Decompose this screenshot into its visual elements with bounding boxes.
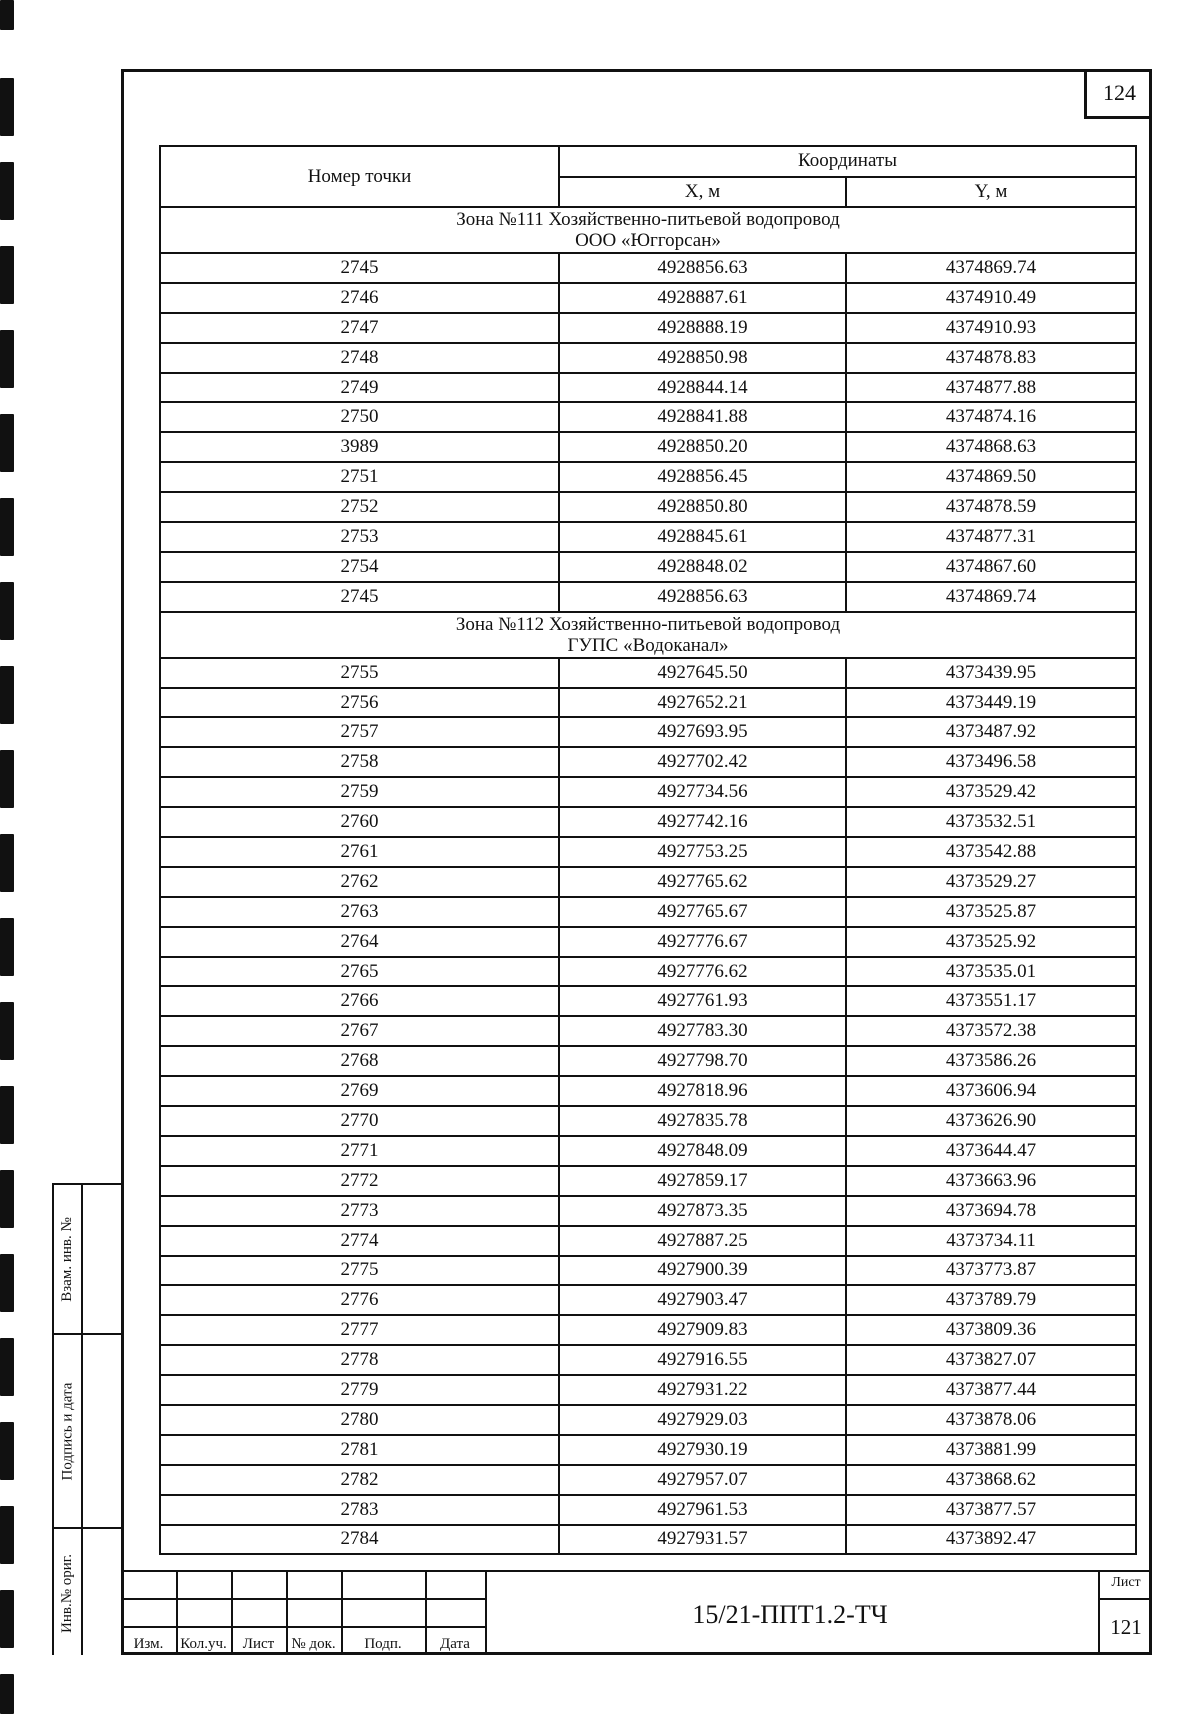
- y-coordinate-cell: 4373532.51: [846, 807, 1136, 837]
- x-coordinate-cell: 4927652.21: [559, 688, 846, 718]
- y-coordinate-cell: 4373487.92: [846, 717, 1136, 747]
- x-coordinate-cell: 4927776.62: [559, 957, 846, 987]
- table-row: [160, 1495, 1136, 1525]
- point-number-cell: 2767: [160, 1016, 559, 1046]
- zone-title: [160, 207, 1136, 253]
- table-row: [160, 1046, 1136, 1076]
- point-number-cell: 2765: [160, 957, 559, 987]
- table-row: [160, 1016, 1136, 1046]
- y-coordinate-cell: 4373572.38: [846, 1016, 1136, 1046]
- x-coordinate-cell: 4927742.16: [559, 807, 846, 837]
- table-row: [160, 552, 1136, 582]
- point-number-cell: 2770: [160, 1106, 559, 1136]
- table-row: [160, 1435, 1136, 1465]
- point-number-cell: 2745: [160, 253, 559, 283]
- x-coordinate-cell: 4927961.53: [559, 1495, 846, 1525]
- x-coordinate-cell: 4928850.80: [559, 492, 846, 522]
- zone-header-row: [160, 207, 1136, 253]
- table-body: [160, 207, 1136, 1554]
- table-row: [160, 313, 1136, 343]
- table-row: [160, 492, 1136, 522]
- y-coordinate-cell: 4373773.87: [846, 1256, 1136, 1286]
- point-number-cell: 2762: [160, 867, 559, 897]
- table-row: [160, 1465, 1136, 1495]
- zone-title: [160, 612, 1136, 658]
- header-x: X, м: [559, 177, 846, 208]
- x-coordinate-cell: 4927765.67: [559, 897, 846, 927]
- zone-title-line1: Зона №111 Хозяйственно-питьевой водопровод: [456, 209, 840, 230]
- table-row: [160, 1166, 1136, 1196]
- table-row: [160, 1136, 1136, 1166]
- side-orig-inv-label: Инв.№ ориг.: [59, 1553, 75, 1633]
- point-number-cell: 2755: [160, 658, 559, 688]
- y-coordinate-cell: 4373525.92: [846, 927, 1136, 957]
- table-row: [160, 717, 1136, 747]
- table-row: [160, 1106, 1136, 1136]
- y-coordinate-cell: 4373827.07: [846, 1345, 1136, 1375]
- x-coordinate-cell: 4927909.83: [559, 1315, 846, 1345]
- y-coordinate-cell: 4373878.06: [846, 1405, 1136, 1435]
- table-row: [160, 1405, 1136, 1435]
- point-number-cell: 2760: [160, 807, 559, 837]
- label-date: Дата: [440, 1636, 470, 1652]
- point-number-cell: 2783: [160, 1495, 559, 1525]
- point-number-cell: 2768: [160, 1046, 559, 1076]
- x-coordinate-cell: 4927798.70: [559, 1046, 846, 1076]
- point-number-cell: 2778: [160, 1345, 559, 1375]
- y-coordinate-cell: 4373449.19: [846, 688, 1136, 718]
- point-number-cell: 2764: [160, 927, 559, 957]
- x-coordinate-cell: 4927873.35: [559, 1196, 846, 1226]
- table-row: [160, 688, 1136, 718]
- x-coordinate-cell: 4927783.30: [559, 1016, 846, 1046]
- y-coordinate-cell: 4374868.63: [846, 432, 1136, 462]
- x-coordinate-cell: 4927859.17: [559, 1166, 846, 1196]
- x-coordinate-cell: 4927929.03: [559, 1405, 846, 1435]
- y-coordinate-cell: 4373529.42: [846, 777, 1136, 807]
- x-coordinate-cell: 4928856.45: [559, 462, 846, 492]
- table-row: [160, 582, 1136, 612]
- x-coordinate-cell: 4927931.57: [559, 1525, 846, 1555]
- y-coordinate-cell: 4373542.88: [846, 837, 1136, 867]
- x-coordinate-cell: 4927818.96: [559, 1076, 846, 1106]
- x-coordinate-cell: 4927903.47: [559, 1285, 846, 1315]
- table-row: [160, 343, 1136, 373]
- header-coordinates: Координаты: [559, 146, 1136, 177]
- point-number-cell: 2749: [160, 373, 559, 403]
- y-coordinate-cell: 4373881.99: [846, 1435, 1136, 1465]
- y-coordinate-cell: 4374878.59: [846, 492, 1136, 522]
- table-row: [160, 658, 1136, 688]
- zone-header-row: [160, 612, 1136, 658]
- y-coordinate-cell: 4374877.31: [846, 522, 1136, 552]
- sheet-cell-line: [1098, 1598, 1152, 1600]
- point-number-cell: 3989: [160, 432, 559, 462]
- sheet-number: 121: [1110, 1615, 1142, 1639]
- x-coordinate-cell: 4928845.61: [559, 522, 846, 552]
- table-row: [160, 522, 1136, 552]
- x-coordinate-cell: 4927776.67: [559, 927, 846, 957]
- table-row: [160, 373, 1136, 403]
- y-coordinate-cell: 4374910.49: [846, 283, 1136, 313]
- label-doc-no: № док.: [291, 1636, 336, 1652]
- point-number-cell: 2745: [160, 582, 559, 612]
- x-coordinate-cell: 4927916.55: [559, 1345, 846, 1375]
- y-coordinate-cell: 4373877.44: [846, 1375, 1136, 1405]
- table-row: [160, 986, 1136, 1016]
- x-coordinate-cell: 4928888.19: [559, 313, 846, 343]
- y-coordinate-cell: 4373586.26: [846, 1046, 1136, 1076]
- y-coordinate-cell: 4373525.87: [846, 897, 1136, 927]
- x-coordinate-cell: 4927835.78: [559, 1106, 846, 1136]
- table-row: [160, 462, 1136, 492]
- y-coordinate-cell: 4373626.90: [846, 1106, 1136, 1136]
- x-coordinate-cell: 4927761.93: [559, 986, 846, 1016]
- x-coordinate-cell: 4927702.42: [559, 747, 846, 777]
- side-stamp: [52, 1183, 121, 1655]
- header-y: Y, м: [846, 177, 1136, 208]
- point-number-cell: 2753: [160, 522, 559, 552]
- table-row: [160, 1375, 1136, 1405]
- table-row: [160, 402, 1136, 432]
- y-coordinate-cell: 4373809.36: [846, 1315, 1136, 1345]
- y-coordinate-cell: 4373789.79: [846, 1285, 1136, 1315]
- zone-title-line2: ГУПС «Водоканал»: [567, 634, 729, 656]
- point-number-cell: 2756: [160, 688, 559, 718]
- point-number-cell: 2776: [160, 1285, 559, 1315]
- title-block-col-line: [485, 1570, 487, 1655]
- header-point-number: Номер точки: [160, 146, 559, 207]
- x-coordinate-cell: 4927900.39: [559, 1256, 846, 1286]
- table-row: [160, 1345, 1136, 1375]
- point-number-cell: 2752: [160, 492, 559, 522]
- point-number-cell: 2757: [160, 717, 559, 747]
- x-coordinate-cell: 4928841.88: [559, 402, 846, 432]
- point-number-cell: 2782: [160, 1465, 559, 1495]
- point-number-cell: 2754: [160, 552, 559, 582]
- y-coordinate-cell: 4374867.60: [846, 552, 1136, 582]
- y-coordinate-cell: 4373644.47: [846, 1136, 1136, 1166]
- point-number-cell: 2781: [160, 1435, 559, 1465]
- coordinates-table: [159, 145, 1137, 1555]
- table-row: [160, 1285, 1136, 1315]
- point-number-cell: 2772: [160, 1166, 559, 1196]
- table-row: [160, 283, 1136, 313]
- y-coordinate-cell: 4373663.96: [846, 1166, 1136, 1196]
- table-row: [160, 897, 1136, 927]
- point-number-cell: 2747: [160, 313, 559, 343]
- y-coordinate-cell: 4373439.95: [846, 658, 1136, 688]
- x-coordinate-cell: 4927734.56: [559, 777, 846, 807]
- x-coordinate-cell: 4927765.62: [559, 867, 846, 897]
- y-coordinate-cell: 4373877.57: [846, 1495, 1136, 1525]
- side-signature-date-label: Подпись и дата: [59, 1382, 76, 1480]
- point-number-cell: 2779: [160, 1375, 559, 1405]
- x-coordinate-cell: 4927957.07: [559, 1465, 846, 1495]
- label-list: Лист: [242, 1636, 275, 1652]
- y-coordinate-cell: 4374869.74: [846, 253, 1136, 283]
- y-coordinate-cell: 4374869.74: [846, 582, 1136, 612]
- point-number-cell: 2769: [160, 1076, 559, 1106]
- table-row: [160, 1525, 1136, 1555]
- point-number-cell: 2784: [160, 1525, 559, 1555]
- document-number: 15/21-ППТ1.2-ТЧ: [692, 1600, 888, 1629]
- y-coordinate-cell: 4374877.88: [846, 373, 1136, 403]
- table-row: [160, 957, 1136, 987]
- y-coordinate-cell: 4373535.01: [846, 957, 1136, 987]
- y-coordinate-cell: 4373892.47: [846, 1525, 1136, 1555]
- y-coordinate-cell: 4373606.94: [846, 1076, 1136, 1106]
- x-coordinate-cell: 4927645.50: [559, 658, 846, 688]
- table-row: [160, 1196, 1136, 1226]
- point-number-cell: 2751: [160, 462, 559, 492]
- x-coordinate-cell: 4927693.95: [559, 717, 846, 747]
- point-number-cell: 2750: [160, 402, 559, 432]
- table-row: [160, 1226, 1136, 1256]
- table-row: [160, 777, 1136, 807]
- x-coordinate-cell: 4928850.20: [559, 432, 846, 462]
- x-coordinate-cell: 4927930.19: [559, 1435, 846, 1465]
- x-coordinate-cell: 4928850.98: [559, 343, 846, 373]
- y-coordinate-cell: 4374878.83: [846, 343, 1136, 373]
- table-row: [160, 807, 1136, 837]
- side-replace-inv-label: Взам. инв. №: [59, 1216, 75, 1302]
- x-coordinate-cell: 4928844.14: [559, 373, 846, 403]
- point-number-cell: 2771: [160, 1136, 559, 1166]
- label-izm: Изм.: [133, 1636, 164, 1652]
- x-coordinate-cell: 4927931.22: [559, 1375, 846, 1405]
- table-row: [160, 432, 1136, 462]
- zone-title-line1: Зона №112 Хозяйственно-питьевой водопровод: [455, 613, 841, 635]
- label-signature: Подп.: [364, 1636, 402, 1652]
- point-number-cell: 2748: [160, 343, 559, 373]
- x-coordinate-cell: 4927887.25: [559, 1226, 846, 1256]
- table-row: [160, 1315, 1136, 1345]
- y-coordinate-cell: 4373694.78: [846, 1196, 1136, 1226]
- y-coordinate-cell: 4373529.27: [846, 867, 1136, 897]
- x-coordinate-cell: 4927753.25: [559, 837, 846, 867]
- table-row: [160, 747, 1136, 777]
- y-coordinate-cell: 4374910.93: [846, 313, 1136, 343]
- table-row: [160, 867, 1136, 897]
- zone-title-line2: ООО «Юггорсан»: [575, 230, 721, 251]
- y-coordinate-cell: 4373551.17: [846, 986, 1136, 1016]
- sheet-label: Лист: [1111, 1575, 1141, 1590]
- page-number: 124: [1084, 69, 1152, 119]
- y-coordinate-cell: 4373496.58: [846, 747, 1136, 777]
- point-number-cell: 2766: [160, 986, 559, 1016]
- table-row: [160, 1076, 1136, 1106]
- y-coordinate-cell: 4373734.11: [846, 1226, 1136, 1256]
- table-row: [160, 927, 1136, 957]
- y-coordinate-cell: 4374874.16: [846, 402, 1136, 432]
- table-row: [160, 1256, 1136, 1286]
- point-number-cell: 2774: [160, 1226, 559, 1256]
- point-number-cell: 2759: [160, 777, 559, 807]
- x-coordinate-cell: 4927848.09: [559, 1136, 846, 1166]
- point-number-cell: 2761: [160, 837, 559, 867]
- x-coordinate-cell: 4928856.63: [559, 582, 846, 612]
- point-number-cell: 2773: [160, 1196, 559, 1226]
- label-kol-uch: Кол.уч.: [180, 1636, 227, 1652]
- point-number-cell: 2746: [160, 283, 559, 313]
- point-number-cell: 2780: [160, 1405, 559, 1435]
- title-block-top-line: [121, 1570, 1152, 1572]
- table-row: [160, 837, 1136, 867]
- x-coordinate-cell: 4928887.61: [559, 283, 846, 313]
- point-number-cell: 2763: [160, 897, 559, 927]
- x-coordinate-cell: 4928856.63: [559, 253, 846, 283]
- point-number-cell: 2775: [160, 1256, 559, 1286]
- y-coordinate-cell: 4374869.50: [846, 462, 1136, 492]
- table-row: [160, 253, 1136, 283]
- x-coordinate-cell: 4928848.02: [559, 552, 846, 582]
- point-number-cell: 2777: [160, 1315, 559, 1345]
- point-number-cell: 2758: [160, 747, 559, 777]
- y-coordinate-cell: 4373868.62: [846, 1465, 1136, 1495]
